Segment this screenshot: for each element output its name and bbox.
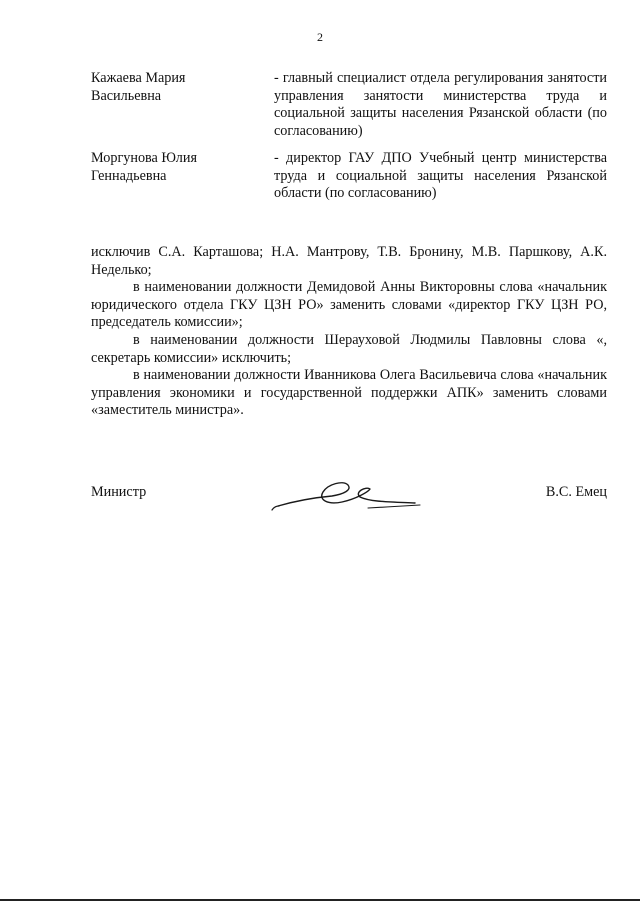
paragraph: в наименовании должности Шерауховой Людмилы Павловны слова «, секретарь комиссии» исключить; [91, 331, 607, 366]
member-name [91, 150, 266, 185]
member-name-line: Моргунова Юлия [91, 150, 197, 166]
member-name-line: Васильевна [91, 87, 162, 104]
handwritten-signature [270, 472, 430, 517]
paragraph: в наименовании должности Иванникова Олега Васильевича слова «начальник управления экономики и государственной поддержки АПК» заменить словами «заместитель министра». [91, 367, 607, 419]
signatory-name: В.С. Емец [545, 484, 607, 500]
member-position: - директор ГАУ ДПО Учебный центр министерства труда и социальной защиты населения Рязанской области (по согласованию) [274, 150, 607, 201]
page-number: 2 [317, 30, 323, 44]
signatory-title: Министр [91, 484, 147, 500]
member-name [91, 70, 266, 105]
member-name-line: Кажаева Мария [91, 70, 186, 86]
paragraph: в наименовании должности Демидовой Анны Викторовны слова «начальник юридического отдела ГКУ ЦЗН РО» заменить словами «директор ГКУ ЦЗН РО, председатель комиссии»; [91, 279, 607, 331]
member-position: - главный специалист отдела регулирования занятости управления занятости министерства труда и социальной защиты населения Рязанской области (по согласованию) [274, 70, 607, 139]
amendment-text [91, 244, 607, 420]
scan-bottom-edge [0, 899, 640, 901]
paragraph: исключив С.А. Карташова; Н.А. Мантрову, Т.В. Бронину, М.В. Паршкову, А.К. Неделько; [91, 244, 607, 278]
member-name-line: Геннадьевна [91, 167, 167, 184]
